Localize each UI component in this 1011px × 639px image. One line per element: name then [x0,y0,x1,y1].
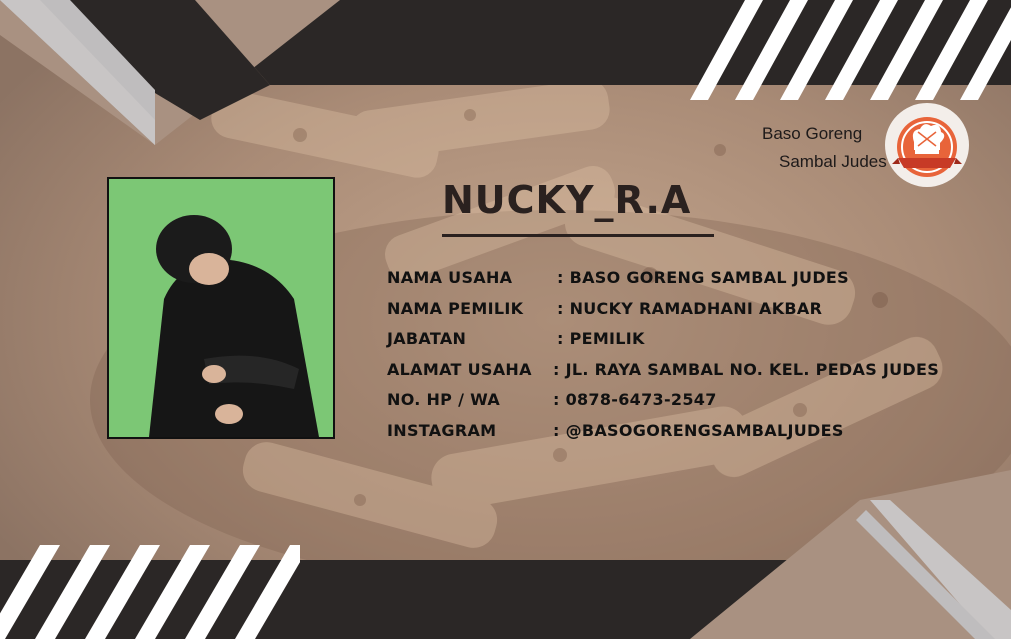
chef-hat-logo-icon [884,102,970,188]
name-underline [442,234,714,237]
person-silhouette-icon [109,179,333,437]
info-label: NO. HP / WA [387,390,501,409]
brand-line-1: Baso Goreng [762,124,863,143]
brand-name [760,124,890,180]
info-value: : BASO GORENG SAMBAL JUDES [557,268,849,287]
info-label: NAMA USAHA [387,268,513,287]
info-row-alamat-usaha [387,356,987,387]
info-value: : 0878-6473-2547 [553,390,717,409]
info-label: INSTAGRAM [387,420,497,440]
info-label: ALAMAT USAHA [387,359,532,379]
info-row-instagram [387,417,987,448]
info-value: : JL. RAYA SAMBAL NO. KEL. PEDAS JUDES [553,359,940,379]
info-row-nama-pemilik [387,295,987,326]
info-label: NAMA PEMILIK [387,298,524,318]
profile-photo [107,177,335,439]
info-label: JABATAN [387,329,467,348]
info-value: : PEMILIK [557,329,645,348]
info-row-nama-usaha [387,264,987,295]
info-value: : @BASOGORENGSAMBALJUDES [553,420,844,440]
owner-name-heading: NUCKY_R.A [442,178,692,222]
info-row-no-hp [387,386,987,417]
info-row-jabatan [387,325,987,356]
brand-line-2: Sambal Judes [779,152,887,171]
info-list [387,264,987,447]
info-value: : NUCKY RAMADHANI AKBAR [557,298,823,318]
